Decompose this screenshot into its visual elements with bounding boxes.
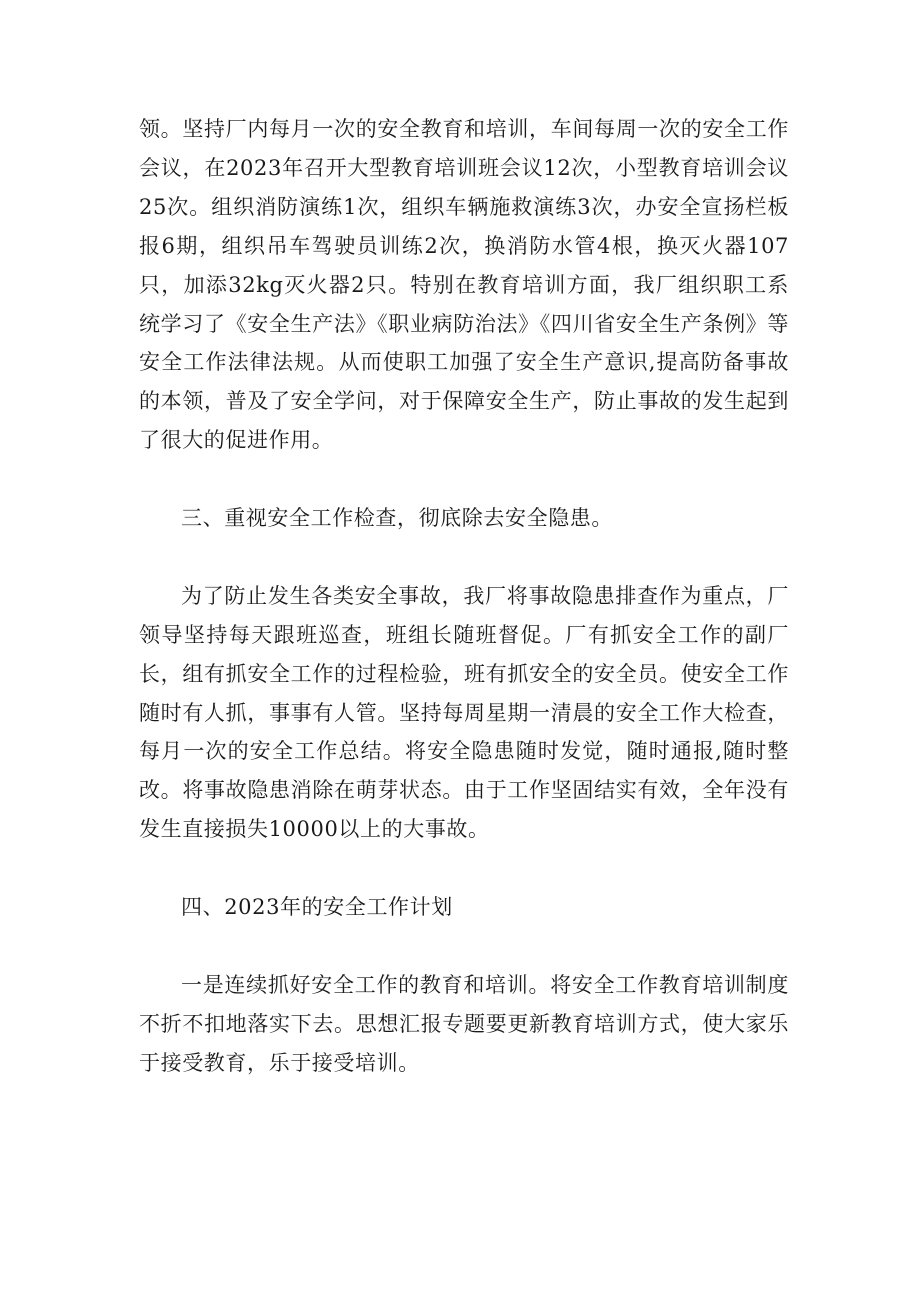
paragraph-training-summary: 领。坚持厂内每月一次的安全教育和培训，车间每周一次的安全工作会议，在2023年召开大型教育培训班会议12次，小型教育培训会议25次。组织消防演练1次，组织车辆施救演练3次，办安全宣扬栏板报6期，组织吊车驾驶员训练2次，换消防水管4根，换灭火器107只，加添32kg灭火器2只。特别在教育培训方面，我厂组织职工系统学习了《安全生产法》《职业病防治法》《四川省安全生产条例》等安全工作法律法规。从而使职工加强了安全生产意识,提高防备事故的本领，普及了安全学问，对于保障安全生产，防止事故的发生起到了很大的促进作用。: [139, 117, 789, 453]
document-body: [139, 110, 789, 1083]
paragraph-plan-training: 一是连续抓好安全工作的教育和培训。将安全工作教育培训制度不折不扣地落实下去。思想汇报专题要更新教育培训方式，使大家乐于接受教育，乐于接受培训。: [139, 972, 789, 1075]
paragraph-spacer: [139, 538, 789, 577]
paragraph-hazard-inspection: 为了防止发生各类安全事故，我厂将事故隐患排查作为重点，厂领导坚持每天跟班巡查，班组长随班督促。厂有抓安全工作的副厂长，组有抓安全工作的过程检验，班有抓安全的安全员。使安全工作随时有人抓，事事有人管。坚持每周星期一清晨的安全工作大检查，每月一次的安全工作总结。将安全隐患随时发觉，随时通报,随时整改。将事故隐患消除在萌芽状态。由于工作坚固结实有效，全年没有发生直接损失10000以上的大事故。: [139, 583, 789, 842]
paragraph-spacer: [139, 849, 789, 888]
paragraph-spacer: [139, 460, 789, 499]
section-heading-plan: 四、2023年的安全工作计划: [181, 895, 453, 920]
section-heading-inspection: 三、重视安全工作检查，彻底除去安全隐患。: [181, 506, 613, 531]
paragraph-spacer: [139, 927, 789, 966]
